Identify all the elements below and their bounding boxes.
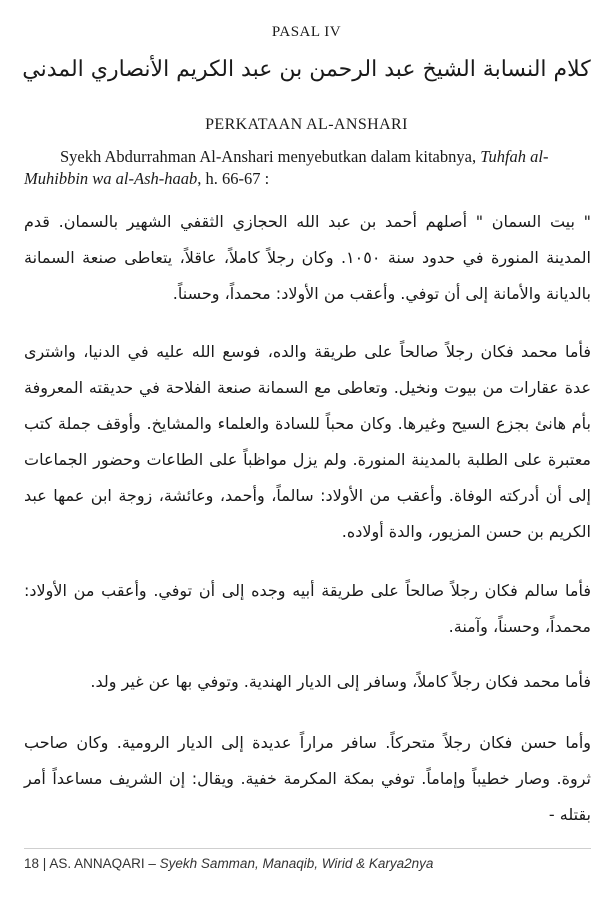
footer-divider: [24, 848, 591, 849]
footer-separator: |: [42, 856, 47, 871]
intro-paragraph: [24, 146, 591, 190]
chapter-heading: PASAL IV: [271, 24, 342, 40]
arabic-paragraph-1: " بيت السمان " أصلهم أحمد بن عبد الله الحجازي الثقفي الشهير بالسمان. قدم المدينة المنورة في حدود سنة ١٠٥٠. وكان رجلاً كاملاً، عاقلاً، يتعاطى صنعة السمانة بالديانة والأمانة إلى أن توفي. وأعقب من الأولاد: محمداً، وحسناً.: [24, 212, 592, 303]
footer-book-title: Syekh Samman, Manaqib, Wirid & Karya2nya: [159, 856, 434, 871]
arabic-title: كلام النسابة الشيخ عبد الرحمن بن عبد الكريم الأنصاري المدني: [22, 57, 591, 82]
arabic-paragraph-3: فأما سالم فكان رجلاً صالحاً على طريقة أبيه وجده إلى أن توفي. وأعقب من الأولاد: محمداً، وحسناً، وآمنة.: [24, 581, 591, 636]
intro-text: Syekh Abdurrahman Al-Anshari menyebutkan dalam kitabnya,: [60, 147, 477, 166]
footer-publisher: AS. ANNAQARI: [49, 856, 145, 871]
arabic-paragraph-5: وأما حسن فكان رجلاً متحركاً. سافر مراراً عديدة إلى الديار الرومية. وكان صاحب ثروة. وصار خطيباً وإماماً. توفي بمكة المكرمة خفية. ويقال: إن الشريف مساعداً أمر بقتله -: [24, 733, 591, 824]
footer-dash: –: [148, 856, 156, 871]
page-number: 18: [24, 856, 40, 871]
intro-page-ref: , h. 66-67 :: [197, 169, 270, 188]
arabic-paragraph-2: فأما محمد فكان رجلاً صالحاً على طريقة والده، فوسع الله عليه في الدنيا، واشترى عدة عقارات من بيوت ونخيل. وتعاطى مع السمانة صنعة الفلاحة في حديقته المعروفة بأم هانئ بجزع السيح وغيرها. وكان محباً للسادة والعلماء والمشايخ. وأوقف جملة كتب معتبرة على الطلبة بالمدينة المنورة. ولم يزل مواظباً على الطاعات وحضور الجماعات إلى أن أدركته الوفاة. وأعقب من الأولاد: سالماً، وأحمد، وعائشة، زوجة ابن عمها عبد الكريم بن حسن المزيور، والدة أولاده.: [24, 342, 591, 541]
page-footer: [24, 856, 433, 871]
book-title-citation: Tuhfah al-Muhibbin wa al-Ash-haab: [24, 147, 549, 188]
arabic-paragraph-4: فأما محمد فكان رجلاً كاملاً، وسافر إلى الديار الهندية. وتوفي بها عن غير ولد.: [90, 672, 591, 691]
section-subtitle: PERKATAAN AL-ANSHARI: [205, 116, 408, 133]
